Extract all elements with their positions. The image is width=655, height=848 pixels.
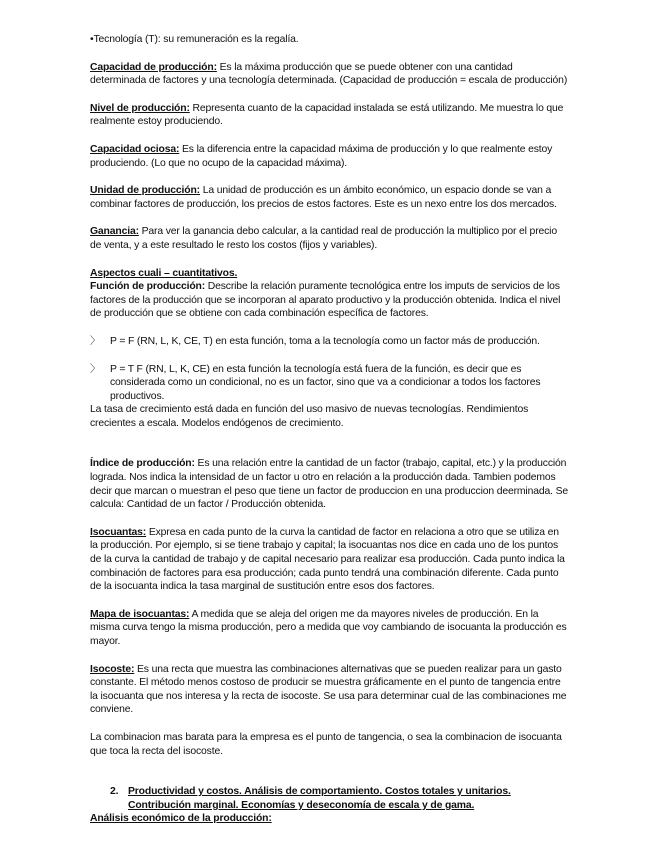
term-mapa-isocuantas: Mapa de isocuantas: xyxy=(90,608,190,620)
chevron-right-icon: 〉 xyxy=(90,363,101,375)
term-capacidad-ociosa: Capacidad ociosa: xyxy=(90,143,180,155)
section-2-number: 2. xyxy=(110,786,119,798)
bullet-item-1 xyxy=(90,335,568,349)
heading-analisis-economico: Análisis económico de la producción: xyxy=(90,813,272,825)
term-ganancia: Ganancia: xyxy=(90,226,139,238)
text-isocoste: Es una recta que muestra las combinaciones alternativas que se pueden realizar para un gasto constante. El método menos costoso de producir se muestra gráficamente en el punto de tangencia entre la isocuanta que nos interesa y la recta de isocoste. Se usa para determinar cual de las combinaciones me conviene. xyxy=(90,663,567,716)
section-2-heading xyxy=(90,785,568,812)
text-capacidad-ociosa: Es la diferencia entre la capacidad máxima de producción y lo que realmente estoy produciendo. (Lo que no ocupo de la capacidad máxima). xyxy=(90,143,553,169)
paragraph-ganancia xyxy=(90,225,568,252)
term-funcion-produccion: Función de producción: xyxy=(90,281,206,293)
paragraph-funcion-produccion xyxy=(90,280,568,321)
paragraph-isocoste xyxy=(90,663,568,717)
chevron-right-icon: 〉 xyxy=(90,335,101,347)
bullet-item-2 xyxy=(90,363,568,404)
text-ganancia: Para ver la ganancia debo calcular, a la cantidad real de producción la multiplico por el precio de venta, y a este resultado le resto los costos (fijos y variables). xyxy=(90,226,557,251)
paragraph-combinacion-barata: La combinacion mas barata para la empresa es el punto de tangencia, o sea la combinacion de isocuanta que toca la recta del isocoste. xyxy=(90,731,562,757)
text-isocuantas: Expresa en cada punto de la curva la cantidad de factor en relaciona a otro que se utiliza en la producción. Por ejemplo, si se tiene trabajo y capital; la isocuantas nos dice en cada uno de los puntos de la curva la cantidad de trabajo y de capital necesario para realizar esa producción. Cada punto indica la combinación de factores para esa producción; cada punto tendrá una combinación diferente. Cada punto de la isocuanta indica la tasa marginal de sustitución entre esos dos factores. xyxy=(90,526,565,593)
paragraph-mapa-isocuantas xyxy=(90,608,568,649)
intro-line: •Tecnología (T): su remuneración es la regalía. xyxy=(90,34,299,45)
section-2-title: Productividad y costos. Análisis de comportamiento. Costos totales y unitarios. Contribución marginal. Economías y deseconomía de escala y de gama. xyxy=(128,786,511,811)
text-unidad-produccion: La unidad de producción es un ámbito económico, un espacio donde se van a combinar factores de producción, los precios de estos factores. Este es un nexo entre los dos mercados. xyxy=(90,185,557,210)
paragraph-capacidad-produccion xyxy=(90,61,568,88)
term-capacidad-produccion: Capacidad de producción: xyxy=(90,61,217,73)
paragraph-unidad-produccion xyxy=(90,184,568,211)
paragraph-indice-produccion xyxy=(90,457,568,511)
text-funcion-produccion: Describe la relación puramente tecnológica entre los imputs de servicios de los factores de la producción que se incorporan al aparato productivo y la producción obtenida. Indica el nivel de producción que se obtiene con cada combinación específica de factores. xyxy=(90,281,561,320)
heading-aspectos: Aspectos cuali – cuantitativos. xyxy=(90,267,238,279)
term-isocuantas: Isocuantas: xyxy=(90,526,147,538)
text-nivel-produccion: Representa cuanto de la capacidad instalada se está utilizando. Me muestra lo que realmente estoy produciendo. xyxy=(90,102,564,128)
text-mapa-isocuantas: A medida que se aleja del origen me da mayores niveles de producción. En la misma curva tengo la misma producción, pero a medida que voy cambiando de isocuanta la producción es mayor. xyxy=(90,608,567,647)
bullet-text-1: P = F (RN, L, K, CE, T) en esta función, toma a la tecnología como un factor más de producción. xyxy=(110,335,540,347)
paragraph-nivel-produccion xyxy=(90,102,568,129)
paragraph-capacidad-ociosa xyxy=(90,143,568,170)
term-indice-produccion: Índice de producción: xyxy=(90,458,195,470)
term-nivel-produccion: Nivel de producción: xyxy=(90,102,190,114)
text-capacidad-produccion: Es la máxima producción que se puede obtener con una cantidad determinada de factores y una tecnología determinada. (Capacidad de producción = escala de producción) xyxy=(90,61,568,87)
bullet-text-2: P = T F (RN, L, K, CE) en esta función la tecnología está fuera de la función, es decir que es considerada como un condicional, no es un factor, sino que va a condicionar a todos los factores productivos. xyxy=(110,363,541,402)
term-isocoste: Isocoste: xyxy=(90,663,135,675)
term-unidad-produccion: Unidad de producción: xyxy=(90,185,200,197)
text-indice-produccion: Es una relación entre la cantidad de un factor (trabajo, capital, etc.) y la producción lograda. Nos indica la intensidad de un factor u otro en relación a la producción dada. Tambien podemos decir que marcan o muestran el peso que tiene un factor de produccion en una produccion deerminada. Se calcula: Cantidad de un factor / Producción obtenida. xyxy=(90,458,568,511)
document-page xyxy=(90,33,568,826)
paragraph-tasa-crecimiento: La tasa de crecimiento está dada en función del uso masivo de nuevas tecnologías. Rendimientos crecientes a escala. Modelos endógenos de crecimiento. xyxy=(90,404,529,429)
paragraph-isocuantas xyxy=(90,526,568,594)
